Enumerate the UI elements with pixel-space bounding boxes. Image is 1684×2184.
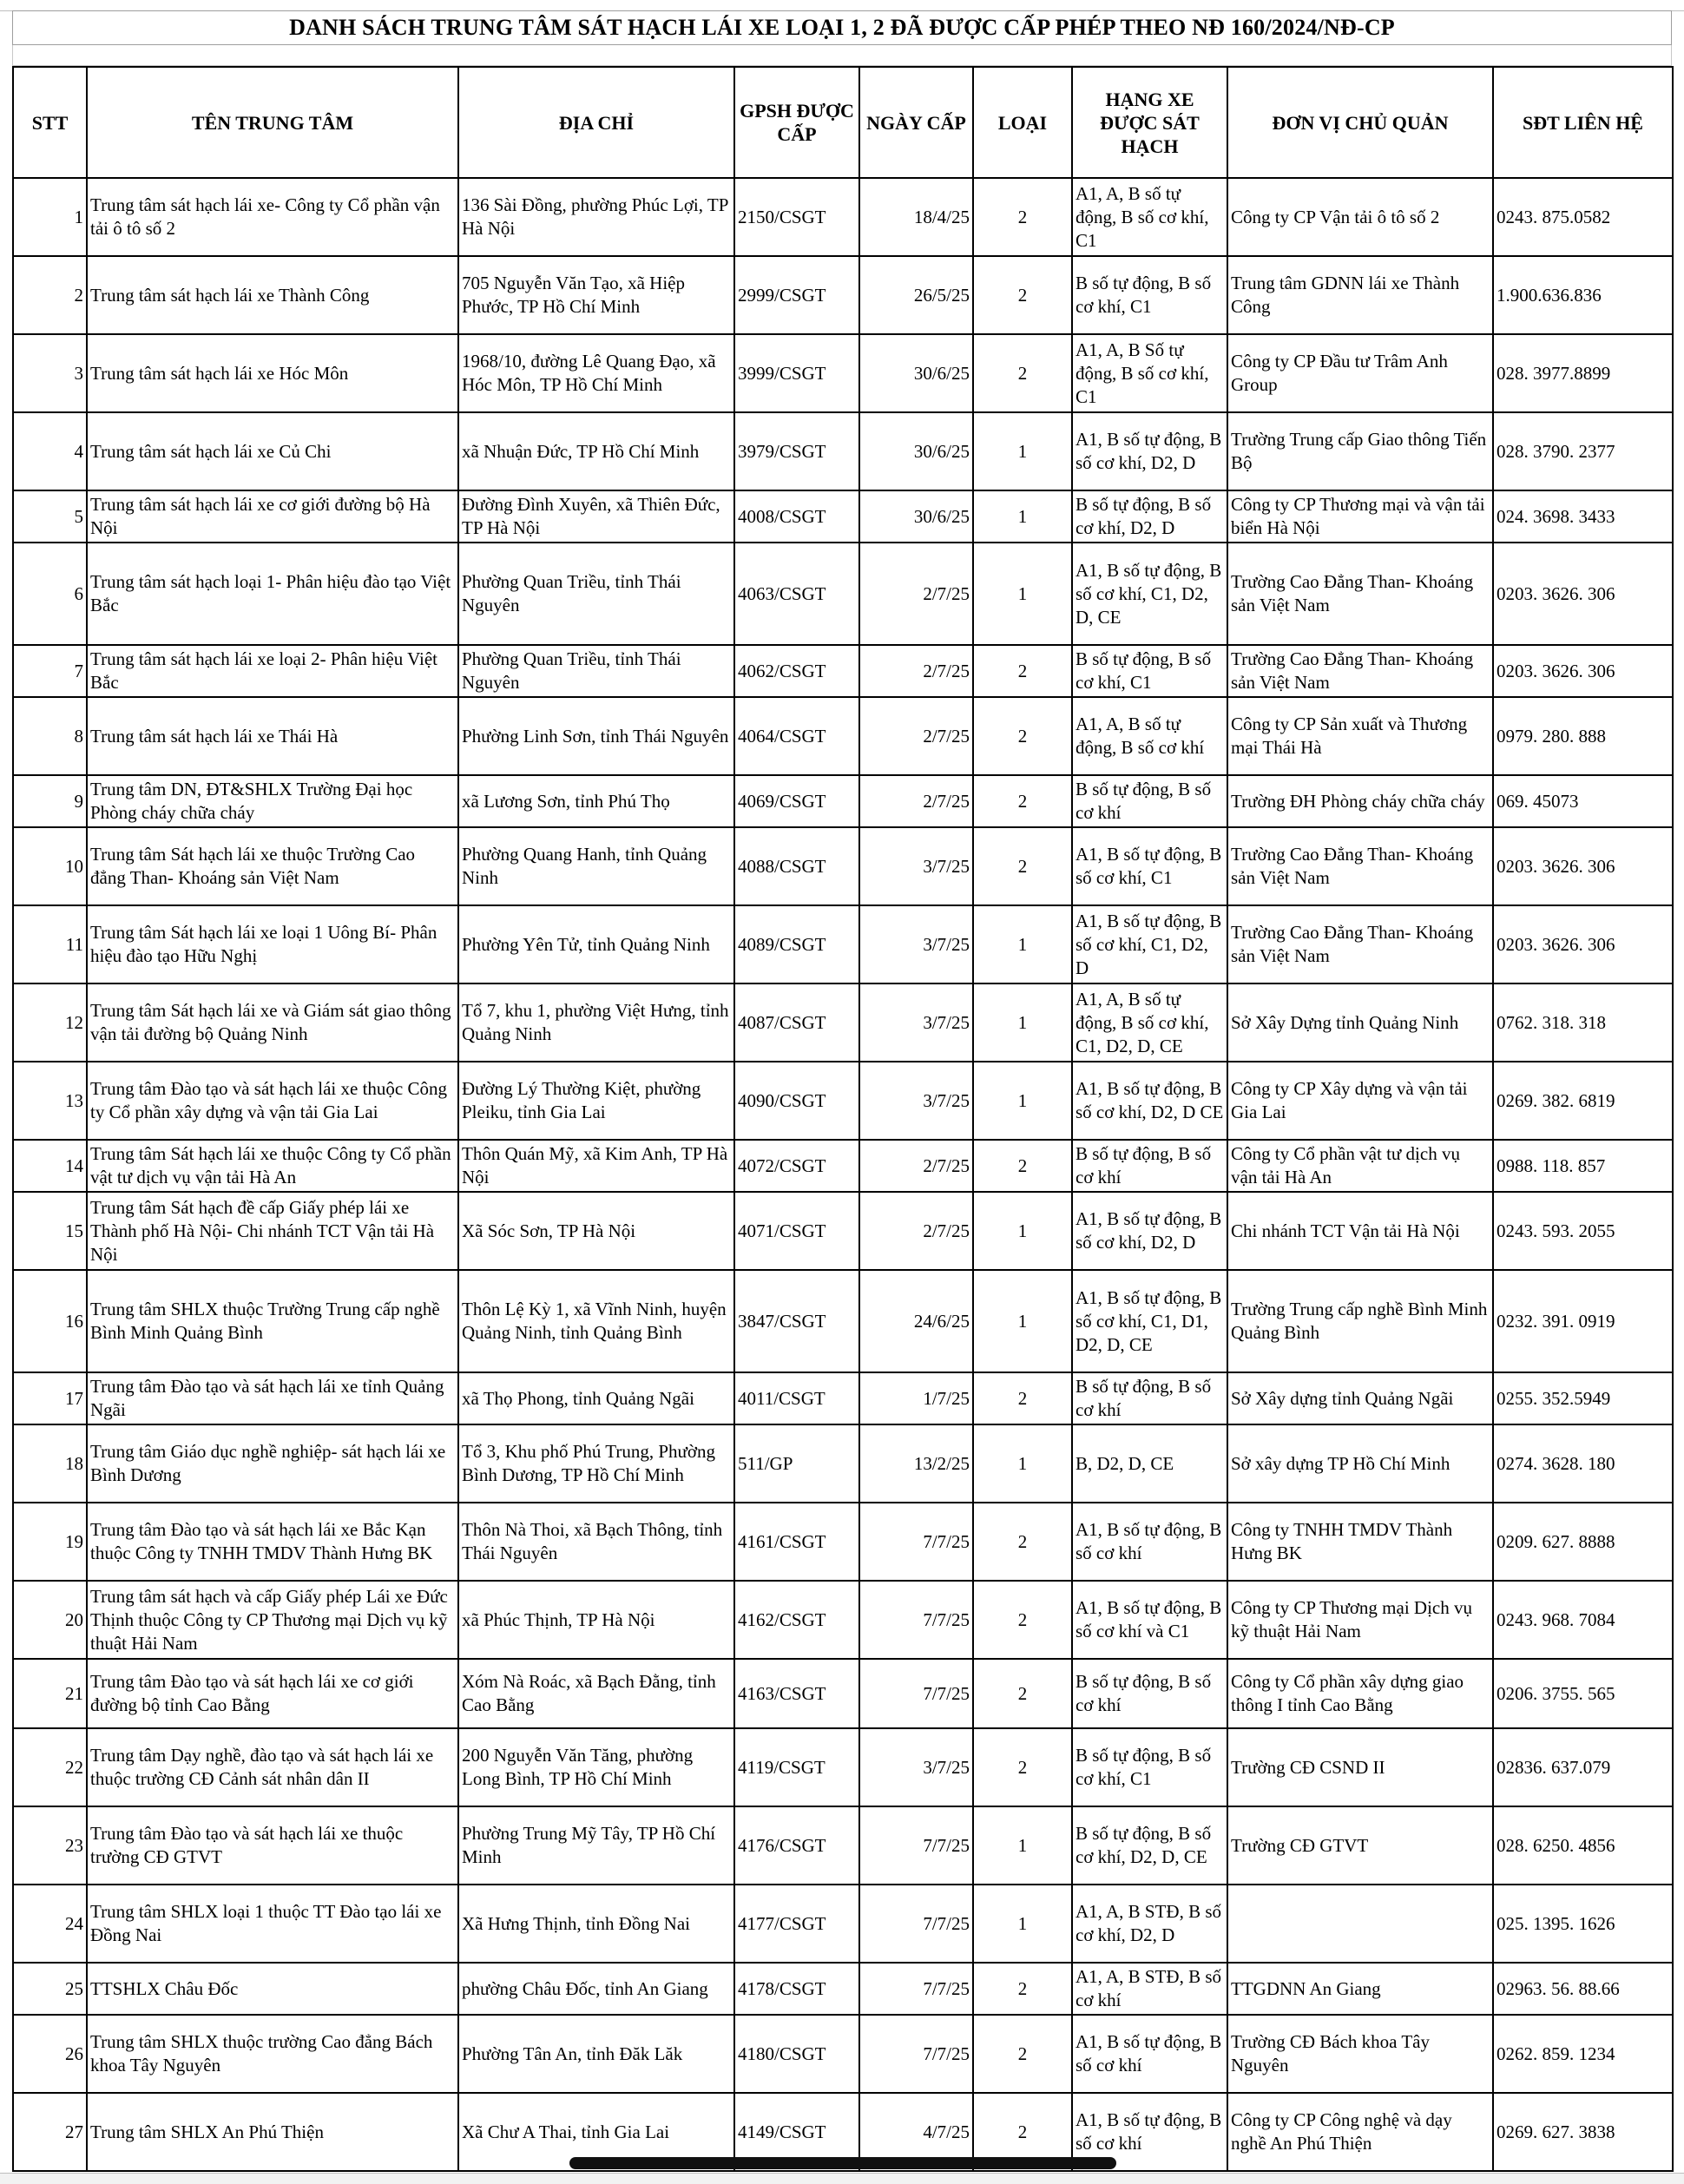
cell-loai: 1: [973, 983, 1072, 1062]
cell-hang-xe: A1, A, B STĐ, B số cơ khí, D2, D: [1072, 1885, 1227, 1963]
cell-dia-chi: 200 Nguyễn Văn Tăng, phường Long Bình, TP Hồ Chí Minh: [458, 1728, 734, 1806]
cell-loai: 2: [973, 1728, 1072, 1806]
cell-gpsh: 4176/CSGT: [734, 1806, 859, 1885]
cell-hang-xe: A1, A, B STĐ, B số cơ khí: [1072, 1963, 1227, 2015]
cell-hang-xe: B số tự động, B số cơ khí, C1: [1072, 256, 1227, 334]
cell-ngay-cap: 3/7/25: [859, 1728, 973, 1806]
cell-gpsh: 4149/CSGT: [734, 2093, 859, 2171]
cell-loai: 1: [973, 1192, 1072, 1270]
cell-sdt: 028. 3977.8899: [1493, 334, 1673, 412]
cell-hang-xe: A1, B số tự động, B số cơ khí: [1072, 1503, 1227, 1581]
cell-gpsh: 4008/CSGT: [734, 490, 859, 543]
cell-ten-trung-tam: TTSHLX Châu Đốc: [87, 1963, 458, 2015]
cell-hang-xe: B số tự động, B số cơ khí: [1072, 1372, 1227, 1424]
cell-ten-trung-tam: Trung tâm Đào tạo và sát hạch lái xe thuộc trường CĐ GTVT: [87, 1806, 458, 1885]
cell-gpsh: 4163/CSGT: [734, 1659, 859, 1728]
cell-hang-xe: A1, B số tự động, B số cơ khí, C1, D1, D2, D, CE: [1072, 1270, 1227, 1372]
cell-dia-chi: 705 Nguyễn Văn Tạo, xã Hiệp Phước, TP Hồ Chí Minh: [458, 256, 734, 334]
cell-ngay-cap: 3/7/25: [859, 905, 973, 983]
header-row: [13, 67, 1673, 178]
cell-stt: 19: [13, 1503, 87, 1581]
cell-ten-trung-tam: Trung tâm Đào tạo và sát hạch lái xe thuộc Công ty Cổ phần xây dựng và vận tải Gia Lai: [87, 1062, 458, 1140]
cell-dia-chi: xã Nhuận Đức, TP Hồ Chí Minh: [458, 412, 734, 490]
cell-ngay-cap: 7/7/25: [859, 1659, 973, 1728]
cell-loai: 1: [973, 1062, 1072, 1140]
cell-loai: 2: [973, 178, 1072, 256]
cell-ten-trung-tam: Trung tâm sát hạch và cấp Giấy phép Lái xe Đức Thịnh thuộc Công ty CP Thương mại Dịch vụ kỹ thuật Hải Nam: [87, 1581, 458, 1659]
cell-ten-trung-tam: Trung tâm Đào tạo và sát hạch lái xe Bắc Kạn thuộc Công ty TNHH TMDV Thành Hưng BK: [87, 1503, 458, 1581]
cell-loai: 1: [973, 905, 1072, 983]
cell-gpsh: 4072/CSGT: [734, 1140, 859, 1192]
cell-don-vi-chu-quan: Trường Trung cấp Giao thông Tiến Bộ: [1227, 412, 1493, 490]
cell-don-vi-chu-quan: Trường Trung cấp nghề Bình Minh Quảng Bình: [1227, 1270, 1493, 1372]
cell-hang-xe: A1, B số tự động, B số cơ khí, D2, D: [1072, 412, 1227, 490]
cell-ngay-cap: 2/7/25: [859, 1140, 973, 1192]
table-row: [13, 697, 1673, 775]
cell-loai: 2: [973, 775, 1072, 827]
table-row: [13, 334, 1673, 412]
cell-loai: 2: [973, 334, 1072, 412]
cell-don-vi-chu-quan: Sở Xây Dựng tỉnh Quảng Ninh: [1227, 983, 1493, 1062]
cell-stt: 17: [13, 1372, 87, 1424]
header-ngay-cap: NGÀY CẤP: [859, 67, 973, 178]
cell-don-vi-chu-quan: Trung tâm GDNN lái xe Thành Công: [1227, 256, 1493, 334]
cell-dia-chi: Đường Đình Xuyên, xã Thiên Đức, TP Hà Nội: [458, 490, 734, 543]
cell-gpsh: 3999/CSGT: [734, 334, 859, 412]
cell-ten-trung-tam: Trung tâm Sát hạch lái xe và Giám sát giao thông vận tải đường bộ Quảng Ninh: [87, 983, 458, 1062]
cell-stt: 13: [13, 1062, 87, 1140]
cell-sdt: 02836. 637.079: [1493, 1728, 1673, 1806]
cell-hang-xe: A1, B số tự động, B số cơ khí: [1072, 2093, 1227, 2171]
cell-dia-chi: Phường Quang Hanh, tỉnh Quảng Ninh: [458, 827, 734, 905]
cell-hang-xe: A1, A, B Số tự động, B số cơ khí, C1: [1072, 334, 1227, 412]
cell-gpsh: 4177/CSGT: [734, 1885, 859, 1963]
home-indicator-bar[interactable]: [569, 2157, 1116, 2169]
cell-don-vi-chu-quan: Trường ĐH Phòng cháy chữa cháy: [1227, 775, 1493, 827]
table-row: [13, 1424, 1673, 1503]
cell-stt: 6: [13, 543, 87, 645]
cell-stt: 5: [13, 490, 87, 543]
table-row: [13, 2015, 1673, 2093]
cell-hang-xe: A1, B số tự động, B số cơ khí, C1, D2, D: [1072, 905, 1227, 983]
cell-ten-trung-tam: Trung tâm Sát hạch lái xe thuộc Công ty Cổ phần vật tư dịch vụ vận tải Hà An: [87, 1140, 458, 1192]
cell-ngay-cap: 30/6/25: [859, 334, 973, 412]
cell-dia-chi: Xóm Nà Roác, xã Bạch Đằng, tỉnh Cao Bằng: [458, 1659, 734, 1728]
cell-gpsh: 4011/CSGT: [734, 1372, 859, 1424]
cell-stt: 2: [13, 256, 87, 334]
cell-gpsh: 4090/CSGT: [734, 1062, 859, 1140]
cell-loai: 2: [973, 1963, 1072, 2015]
cell-dia-chi: xã Thọ Phong, tỉnh Quảng Ngãi: [458, 1372, 734, 1424]
cell-gpsh: 4178/CSGT: [734, 1963, 859, 2015]
cell-don-vi-chu-quan: Trường Cao Đẳng Than- Khoáng sản Việt Nam: [1227, 645, 1493, 697]
cell-dia-chi: Phường Linh Sơn, tỉnh Thái Nguyên: [458, 697, 734, 775]
cell-don-vi-chu-quan: Chi nhánh TCT Vận tải Hà Nội: [1227, 1192, 1493, 1270]
cell-stt: 23: [13, 1806, 87, 1885]
cell-loai: 2: [973, 1581, 1072, 1659]
cell-ngay-cap: 2/7/25: [859, 645, 973, 697]
cell-dia-chi: Đường Lý Thường Kiệt, phường Pleiku, tỉnh Gia Lai: [458, 1062, 734, 1140]
cell-loai: 1: [973, 490, 1072, 543]
cell-don-vi-chu-quan: Công ty CP Thương mại và vận tải biển Hà Nội: [1227, 490, 1493, 543]
cell-gpsh: 4088/CSGT: [734, 827, 859, 905]
table-row: [13, 1270, 1673, 1372]
cell-ngay-cap: 3/7/25: [859, 827, 973, 905]
cell-stt: 26: [13, 2015, 87, 2093]
cell-loai: 2: [973, 2015, 1072, 2093]
cell-stt: 12: [13, 983, 87, 1062]
cell-ngay-cap: 26/5/25: [859, 256, 973, 334]
cell-ngay-cap: 3/7/25: [859, 983, 973, 1062]
cell-hang-xe: A1, B số tự động, B số cơ khí, C1: [1072, 827, 1227, 905]
centers-table: [12, 66, 1674, 2172]
cell-don-vi-chu-quan: Trường CĐ CSND II: [1227, 1728, 1493, 1806]
table-row: [13, 775, 1673, 827]
cell-hang-xe: B số tự động, B số cơ khí, D2, D, CE: [1072, 1806, 1227, 1885]
cell-ngay-cap: 1/7/25: [859, 1372, 973, 1424]
cell-ngay-cap: 18/4/25: [859, 178, 973, 256]
cell-dia-chi: phường Châu Đốc, tỉnh An Giang: [458, 1963, 734, 2015]
cell-don-vi-chu-quan: Trường CĐ GTVT: [1227, 1806, 1493, 1885]
cell-don-vi-chu-quan: Công ty TNHH TMDV Thành Hưng BK: [1227, 1503, 1493, 1581]
cell-ten-trung-tam: Trung tâm sát hạch lái xe Thành Công: [87, 256, 458, 334]
cell-sdt: 0762. 318. 318: [1493, 983, 1673, 1062]
cell-sdt: 0243. 875.0582: [1493, 178, 1673, 256]
table-row: [13, 256, 1673, 334]
cell-stt: 10: [13, 827, 87, 905]
cell-ten-trung-tam: Trung tâm sát hạch lái xe Hóc Môn: [87, 334, 458, 412]
cell-sdt: 024. 3698. 3433: [1493, 490, 1673, 543]
cell-ten-trung-tam: Trung tâm Sát hạch đề cấp Giấy phép lái xe Thành phố Hà Nội- Chi nhánh TCT Vận tải Hà Nội: [87, 1192, 458, 1270]
cell-gpsh: 4161/CSGT: [734, 1503, 859, 1581]
table-row: [13, 1062, 1673, 1140]
cell-don-vi-chu-quan: [1227, 1885, 1493, 1963]
cell-dia-chi: 1968/10, đường Lê Quang Đạo, xã Hóc Môn, TP Hồ Chí Minh: [458, 334, 734, 412]
cell-gpsh: 4071/CSGT: [734, 1192, 859, 1270]
cell-loai: 2: [973, 645, 1072, 697]
cell-ten-trung-tam: Trung tâm SHLX An Phú Thiện: [87, 2093, 458, 2171]
cell-ten-trung-tam: Trung tâm Dạy nghề, đào tạo và sát hạch lái xe thuộc trường CĐ Cảnh sát nhân dân II: [87, 1728, 458, 1806]
cell-dia-chi: Tổ 3, Khu phố Phú Trung, Phường Bình Dương, TP Hồ Chí Minh: [458, 1424, 734, 1503]
cell-don-vi-chu-quan: Công ty CP Xây dựng và vận tải Gia Lai: [1227, 1062, 1493, 1140]
cell-stt: 16: [13, 1270, 87, 1372]
cell-hang-xe: B số tự động, B số cơ khí: [1072, 775, 1227, 827]
cell-hang-xe: B số tự động, B số cơ khí, D2, D: [1072, 490, 1227, 543]
cell-don-vi-chu-quan: Sở xây dựng TP Hồ Chí Minh: [1227, 1424, 1493, 1503]
table-row: [13, 1192, 1673, 1270]
cell-loai: 2: [973, 1140, 1072, 1192]
cell-stt: 9: [13, 775, 87, 827]
cell-dia-chi: Phường Yên Tử, tỉnh Quảng Ninh: [458, 905, 734, 983]
cell-dia-chi: Thôn Quán Mỹ, xã Kim Anh, TP Hà Nội: [458, 1140, 734, 1192]
cell-stt: 22: [13, 1728, 87, 1806]
cell-loai: 2: [973, 697, 1072, 775]
cell-dia-chi: Xã Sóc Sơn, TP Hà Nội: [458, 1192, 734, 1270]
cell-ngay-cap: 7/7/25: [859, 2015, 973, 2093]
cell-gpsh: 4162/CSGT: [734, 1581, 859, 1659]
cell-don-vi-chu-quan: Trường Cao Đẳng Than- Khoáng sản Việt Nam: [1227, 543, 1493, 645]
cell-stt: 21: [13, 1659, 87, 1728]
cell-dia-chi: Xã Chư A Thai, tỉnh Gia Lai: [458, 2093, 734, 2171]
header-don-vi-chu-quan: ĐƠN VỊ CHỦ QUẢN: [1227, 67, 1493, 178]
cell-ngay-cap: 13/2/25: [859, 1424, 973, 1503]
cell-dia-chi: Thôn Lệ Kỳ 1, xã Vĩnh Ninh, huyện Quảng Ninh, tỉnh Quảng Bình: [458, 1270, 734, 1372]
cell-ten-trung-tam: Trung tâm sát hạch lái xe Củ Chi: [87, 412, 458, 490]
header-hang-xe: HẠNG XE ĐƯỢC SÁT HẠCH: [1072, 67, 1227, 178]
cell-gpsh: 4062/CSGT: [734, 645, 859, 697]
cell-gpsh: 4064/CSGT: [734, 697, 859, 775]
cell-loai: 1: [973, 1806, 1072, 1885]
cell-ten-trung-tam: Trung tâm Sát hạch lái xe thuộc Trường Cao đẳng Than- Khoáng sản Việt Nam: [87, 827, 458, 905]
cell-sdt: 0243. 968. 7084: [1493, 1581, 1673, 1659]
cell-loai: 2: [973, 1503, 1072, 1581]
table-row: [13, 1806, 1673, 1885]
table-row: [13, 1659, 1673, 1728]
cell-don-vi-chu-quan: Trường CĐ Bách khoa Tây Nguyên: [1227, 2015, 1493, 2093]
cell-sdt: 0274. 3628. 180: [1493, 1424, 1673, 1503]
document-title: DANH SÁCH TRUNG TÂM SÁT HẠCH LÁI XE LOẠI 1, 2 ĐÃ ĐƯỢC CẤP PHÉP THEO NĐ 160/2024/NĐ-CP: [12, 10, 1672, 45]
cell-hang-xe: A1, B số tự động, B số cơ khí, D2, D CE: [1072, 1062, 1227, 1140]
cell-sdt: 0262. 859. 1234: [1493, 2015, 1673, 2093]
table-row: [13, 1372, 1673, 1424]
cell-gpsh: 4069/CSGT: [734, 775, 859, 827]
cell-stt: 18: [13, 1424, 87, 1503]
cell-sdt: 0203. 3626. 306: [1493, 645, 1673, 697]
cell-dia-chi: Phường Quan Triều, tỉnh Thái Nguyên: [458, 543, 734, 645]
cell-sdt: 0988. 118. 857: [1493, 1140, 1673, 1192]
cell-ten-trung-tam: Trung tâm sát hạch lái xe loại 2- Phân hiệu Việt Bắc: [87, 645, 458, 697]
header-ten-trung-tam: TÊN TRUNG TÂM: [87, 67, 458, 178]
cell-sdt: 0209. 627. 8888: [1493, 1503, 1673, 1581]
cell-hang-xe: A1, B số tự động, B số cơ khí: [1072, 2015, 1227, 2093]
table-row: [13, 905, 1673, 983]
table-row: [13, 178, 1673, 256]
cell-ngay-cap: 4/7/25: [859, 2093, 973, 2171]
cell-loai: 1: [973, 412, 1072, 490]
cell-hang-xe: B, D2, D, CE: [1072, 1424, 1227, 1503]
cell-gpsh: 4089/CSGT: [734, 905, 859, 983]
cell-gpsh: 4063/CSGT: [734, 543, 859, 645]
cell-ten-trung-tam: Trung tâm Giáo dục nghề nghiệp- sát hạch lái xe Bình Dương: [87, 1424, 458, 1503]
cell-ten-trung-tam: Trung tâm sát hạch lái xe- Công ty Cổ phần vận tải ô tô số 2: [87, 178, 458, 256]
header-gpsh: GPSH ĐƯỢC CẤP: [734, 67, 859, 178]
cell-gpsh: 3979/CSGT: [734, 412, 859, 490]
cell-sdt: 0232. 391. 0919: [1493, 1270, 1673, 1372]
cell-don-vi-chu-quan: Công ty CP Đầu tư Trâm Anh Group: [1227, 334, 1493, 412]
cell-loai: 1: [973, 543, 1072, 645]
cell-gpsh: 4087/CSGT: [734, 983, 859, 1062]
cell-dia-chi: 136 Sài Đồng, phường Phúc Lợi, TP Hà Nội: [458, 178, 734, 256]
cell-loai: 2: [973, 1372, 1072, 1424]
cell-ngay-cap: 2/7/25: [859, 1192, 973, 1270]
cell-ngay-cap: 30/6/25: [859, 412, 973, 490]
cell-ngay-cap: 7/7/25: [859, 1581, 973, 1659]
cell-gpsh: 3847/CSGT: [734, 1270, 859, 1372]
table-row: [13, 1963, 1673, 2015]
cell-sdt: 028. 3790. 2377: [1493, 412, 1673, 490]
cell-ngay-cap: 2/7/25: [859, 697, 973, 775]
header-dia-chi: ĐỊA CHỈ: [458, 67, 734, 178]
cell-ten-trung-tam: Trung tâm DN, ĐT&SHLX Trường Đại học Phòng cháy chữa cháy: [87, 775, 458, 827]
cell-sdt: 0203. 3626. 306: [1493, 905, 1673, 983]
cell-sdt: 0243. 593. 2055: [1493, 1192, 1673, 1270]
cell-gpsh: 4180/CSGT: [734, 2015, 859, 2093]
cell-sdt: 0269. 382. 6819: [1493, 1062, 1673, 1140]
cell-ten-trung-tam: Trung tâm sát hạch loại 1- Phân hiệu đào tạo Việt Bắc: [87, 543, 458, 645]
header-loai: LOẠI: [973, 67, 1072, 178]
cell-ten-trung-tam: Trung tâm sát hạch lái xe cơ giới đường bộ Hà Nội: [87, 490, 458, 543]
cell-hang-xe: A1, B số tự động, B số cơ khí và C1: [1072, 1581, 1227, 1659]
table-row: [13, 827, 1673, 905]
cell-ten-trung-tam: Trung tâm Sát hạch lái xe loại 1 Uông Bí- Phân hiệu đào tạo Hữu Nghị: [87, 905, 458, 983]
cell-don-vi-chu-quan: Công ty CP Sản xuất và Thương mại Thái Hà: [1227, 697, 1493, 775]
cell-hang-xe: B số tự động, B số cơ khí: [1072, 1140, 1227, 1192]
cell-don-vi-chu-quan: Trường Cao Đẳng Than- Khoáng sản Việt Nam: [1227, 827, 1493, 905]
cell-ngay-cap: 2/7/25: [859, 775, 973, 827]
cell-ngay-cap: 2/7/25: [859, 543, 973, 645]
cell-loai: 1: [973, 1270, 1072, 1372]
cell-hang-xe: A1, B số tự động, B số cơ khí, C1, D2, D, CE: [1072, 543, 1227, 645]
cell-ngay-cap: 3/7/25: [859, 1062, 973, 1140]
table-row: [13, 1140, 1673, 1192]
table-row: [13, 490, 1673, 543]
cell-dia-chi: Tổ 7, khu 1, phường Việt Hưng, tỉnh Quảng Ninh: [458, 983, 734, 1062]
cell-don-vi-chu-quan: Công ty Cổ phần vật tư dịch vụ vận tải Hà An: [1227, 1140, 1493, 1192]
cell-dia-chi: Phường Trung Mỹ Tây, TP Hồ Chí Minh: [458, 1806, 734, 1885]
header-sdt: SĐT LIÊN HỆ: [1493, 67, 1673, 178]
table-row: [13, 543, 1673, 645]
cell-sdt: 028. 6250. 4856: [1493, 1806, 1673, 1885]
cell-loai: 2: [973, 2093, 1072, 2171]
cell-gpsh: 4119/CSGT: [734, 1728, 859, 1806]
cell-hang-xe: B số tự động, B số cơ khí, C1: [1072, 1728, 1227, 1806]
cell-hang-xe: B số tự động, B số cơ khí: [1072, 1659, 1227, 1728]
cell-sdt: 02963. 56. 88.66: [1493, 1963, 1673, 2015]
cell-stt: 11: [13, 905, 87, 983]
cell-loai: 2: [973, 256, 1072, 334]
cell-hang-xe: A1, A, B số tự động, B số cơ khí, C1: [1072, 178, 1227, 256]
cell-don-vi-chu-quan: Công ty CP Công nghệ và dạy nghề An Phú Thiện: [1227, 2093, 1493, 2171]
cell-hang-xe: A1, A, B số tự động, B số cơ khí, C1, D2, D, CE: [1072, 983, 1227, 1062]
cell-sdt: 069. 45073: [1493, 775, 1673, 827]
cell-stt: 7: [13, 645, 87, 697]
cell-dia-chi: Phường Quan Triều, tỉnh Thái Nguyên: [458, 645, 734, 697]
cell-loai: 2: [973, 1659, 1072, 1728]
cell-stt: 14: [13, 1140, 87, 1192]
cell-ten-trung-tam: Trung tâm sát hạch lái xe Thái Hà: [87, 697, 458, 775]
cell-dia-chi: Thôn Nà Thoi, xã Bạch Thông, tỉnh Thái Nguyên: [458, 1503, 734, 1581]
cell-ngay-cap: 7/7/25: [859, 1963, 973, 2015]
cell-gpsh: 511/GP: [734, 1424, 859, 1503]
cell-ngay-cap: 7/7/25: [859, 1806, 973, 1885]
table-row: [13, 983, 1673, 1062]
cell-dia-chi: xã Phúc Thịnh, TP Hà Nội: [458, 1581, 734, 1659]
cell-ten-trung-tam: Trung tâm SHLX thuộc trường Cao đẳng Bách khoa Tây Nguyên: [87, 2015, 458, 2093]
header-stt: STT: [13, 67, 87, 178]
cell-dia-chi: Xã Hưng Thịnh, tỉnh Đồng Nai: [458, 1885, 734, 1963]
cell-ten-trung-tam: Trung tâm SHLX thuộc Trường Trung cấp nghề Bình Minh Quảng Bình: [87, 1270, 458, 1372]
cell-stt: 8: [13, 697, 87, 775]
cell-sdt: 0255. 352.5949: [1493, 1372, 1673, 1424]
cell-stt: 4: [13, 412, 87, 490]
cell-ngay-cap: 30/6/25: [859, 490, 973, 543]
cell-don-vi-chu-quan: Trường Cao Đẳng Than- Khoáng sản Việt Nam: [1227, 905, 1493, 983]
cell-sdt: 0979. 280. 888: [1493, 697, 1673, 775]
cell-stt: 27: [13, 2093, 87, 2171]
bottom-gridline: [0, 2173, 1684, 2184]
table-row: [13, 1885, 1673, 1963]
cell-loai: 2: [973, 827, 1072, 905]
table-row: [13, 645, 1673, 697]
cell-stt: 15: [13, 1192, 87, 1270]
cell-ngay-cap: 24/6/25: [859, 1270, 973, 1372]
cell-ngay-cap: 7/7/25: [859, 1885, 973, 1963]
cell-hang-xe: A1, B số tự động, B số cơ khí, D2, D: [1072, 1192, 1227, 1270]
cell-hang-xe: A1, A, B số tự động, B số cơ khí: [1072, 697, 1227, 775]
cell-loai: 1: [973, 1885, 1072, 1963]
cell-ten-trung-tam: Trung tâm Đào tạo và sát hạch lái xe cơ giới đường bộ tỉnh Cao Bằng: [87, 1659, 458, 1728]
table-row: [13, 1503, 1673, 1581]
cell-loai: 1: [973, 1424, 1072, 1503]
cell-sdt: 0206. 3755. 565: [1493, 1659, 1673, 1728]
cell-ten-trung-tam: Trung tâm SHLX loại 1 thuộc TT Đào tạo lái xe Đồng Nai: [87, 1885, 458, 1963]
cell-sdt: 0203. 3626. 306: [1493, 827, 1673, 905]
blank-row: [12, 45, 1672, 66]
cell-sdt: 1.900.636.836: [1493, 256, 1673, 334]
cell-don-vi-chu-quan: Công ty Cổ phần xây dựng giao thông I tỉnh Cao Bằng: [1227, 1659, 1493, 1728]
table-row: [13, 412, 1673, 490]
cell-dia-chi: Phường Tân An, tỉnh Đăk Lăk: [458, 2015, 734, 2093]
cell-ten-trung-tam: Trung tâm Đào tạo và sát hạch lái xe tỉnh Quảng Ngãi: [87, 1372, 458, 1424]
cell-don-vi-chu-quan: Công ty CP Thương mại Dịch vụ kỹ thuật Hải Nam: [1227, 1581, 1493, 1659]
table-row: [13, 1581, 1673, 1659]
cell-stt: 3: [13, 334, 87, 412]
cell-stt: 1: [13, 178, 87, 256]
cell-don-vi-chu-quan: Công ty CP Vận tải ô tô số 2: [1227, 178, 1493, 256]
cell-stt: 25: [13, 1963, 87, 2015]
cell-sdt: 0203. 3626. 306: [1493, 543, 1673, 645]
cell-dia-chi: xã Lương Sơn, tỉnh Phú Thọ: [458, 775, 734, 827]
cell-sdt: 025. 1395. 1626: [1493, 1885, 1673, 1963]
cell-don-vi-chu-quan: Sở Xây dựng tỉnh Quảng Ngãi: [1227, 1372, 1493, 1424]
cell-gpsh: 2150/CSGT: [734, 178, 859, 256]
cell-sdt: 0269. 627. 3838: [1493, 2093, 1673, 2171]
cell-ngay-cap: 7/7/25: [859, 1503, 973, 1581]
table-row: [13, 1728, 1673, 1806]
cell-stt: 24: [13, 1885, 87, 1963]
cell-don-vi-chu-quan: TTGDNN An Giang: [1227, 1963, 1493, 2015]
cell-stt: 20: [13, 1581, 87, 1659]
cell-hang-xe: B số tự động, B số cơ khí, C1: [1072, 645, 1227, 697]
cell-gpsh: 2999/CSGT: [734, 256, 859, 334]
